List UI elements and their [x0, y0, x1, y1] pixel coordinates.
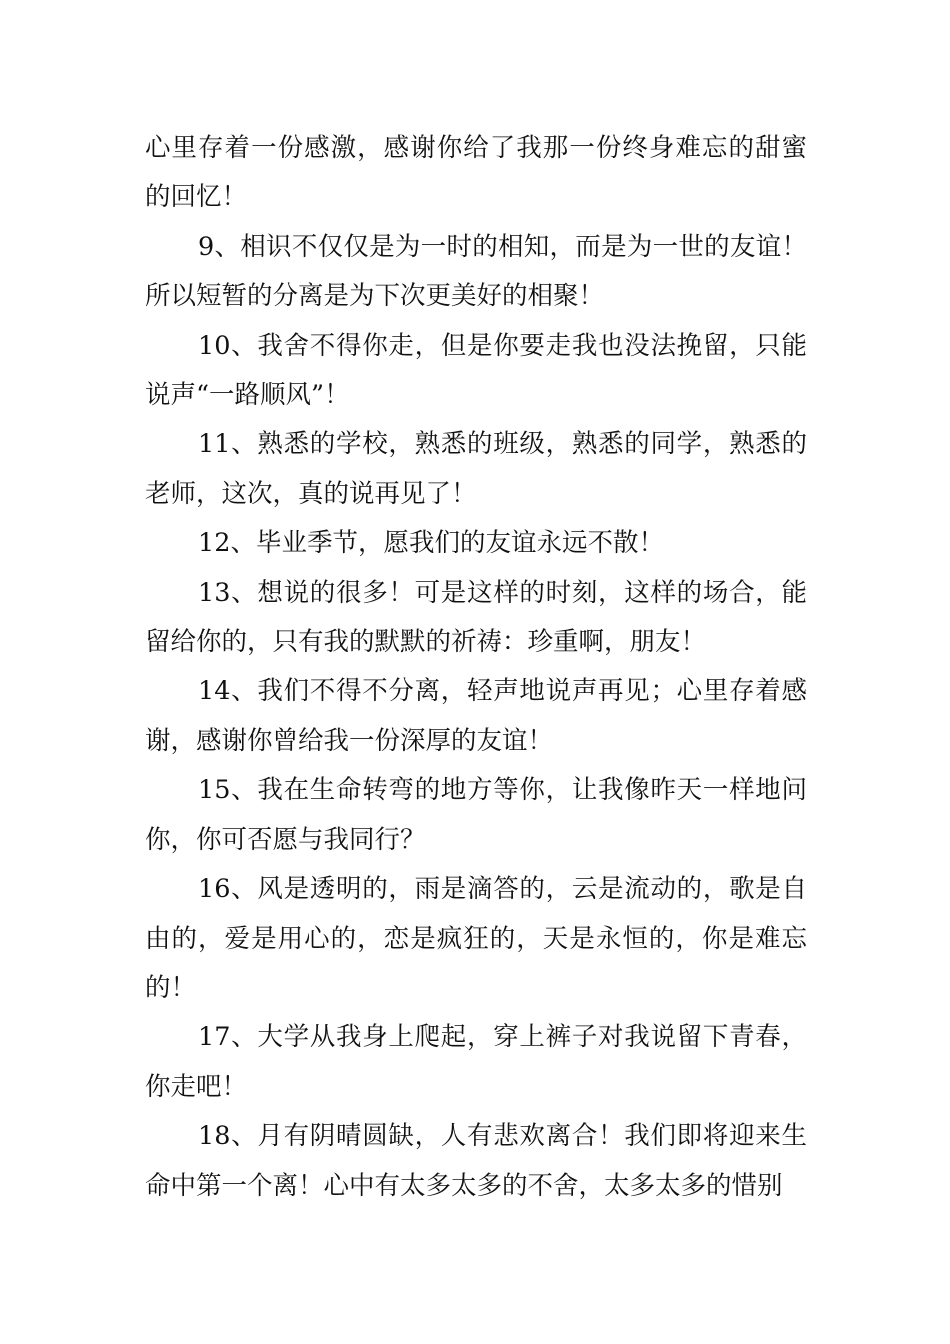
- paragraph-item-13: 13、想说的很多！可是这样的时刻，这样的场合，能留给你的，只有我的默默的祈祷：珍重啊，朋友！: [145, 577, 807, 658]
- paragraph-item-10: 10、我舍不得你走，但是你要走我也没法挽留，只能说声“一路顺风”！: [145, 330, 807, 411]
- paragraph-item-17: 17、大学从我身上爬起，穿上裤子对我说留下青春，你走吧！: [145, 1022, 807, 1102]
- document-body: [145, 124, 807, 1211]
- paragraph-item-11: 11、熟悉的学校，熟悉的班级，熟悉的同学，熟悉的老师，这次，真的说再见了！: [145, 429, 807, 509]
- paragraph-continued: 心里存着一份感激，感谢你给了我那一份终身难忘的甜蜜的回忆！: [145, 133, 807, 213]
- paragraph-item-16: 16、风是透明的，雨是滴答的，云是流动的，歌是自由的，爱是用心的，恋是疯狂的，天是永恒的，你是难忘的！: [145, 874, 807, 1003]
- paragraph-item-18: 18、月有阴晴圆缺，人有悲欢离合！我们即将迎来生命中第一个离！心中有太多太多的不舍，太多太多的惜别: [145, 1121, 807, 1201]
- paragraph-item-9: 9、相识不仅仅是为一时的相知，而是为一世的友谊！所以短暂的分离是为下次更美好的相聚！: [145, 231, 807, 312]
- paragraph-item-15: 15、我在生命转弯的地方等你，让我像昨天一样地问你，你可否愿与我同行？: [145, 775, 807, 855]
- paragraph-item-14: 14、我们不得不分离，轻声地说声再见；心里存着感谢，感谢你曾给我一份深厚的友谊！: [145, 676, 807, 756]
- paragraph-item-12: 12、毕业季节，愿我们的友谊永远不散！: [198, 528, 664, 559]
